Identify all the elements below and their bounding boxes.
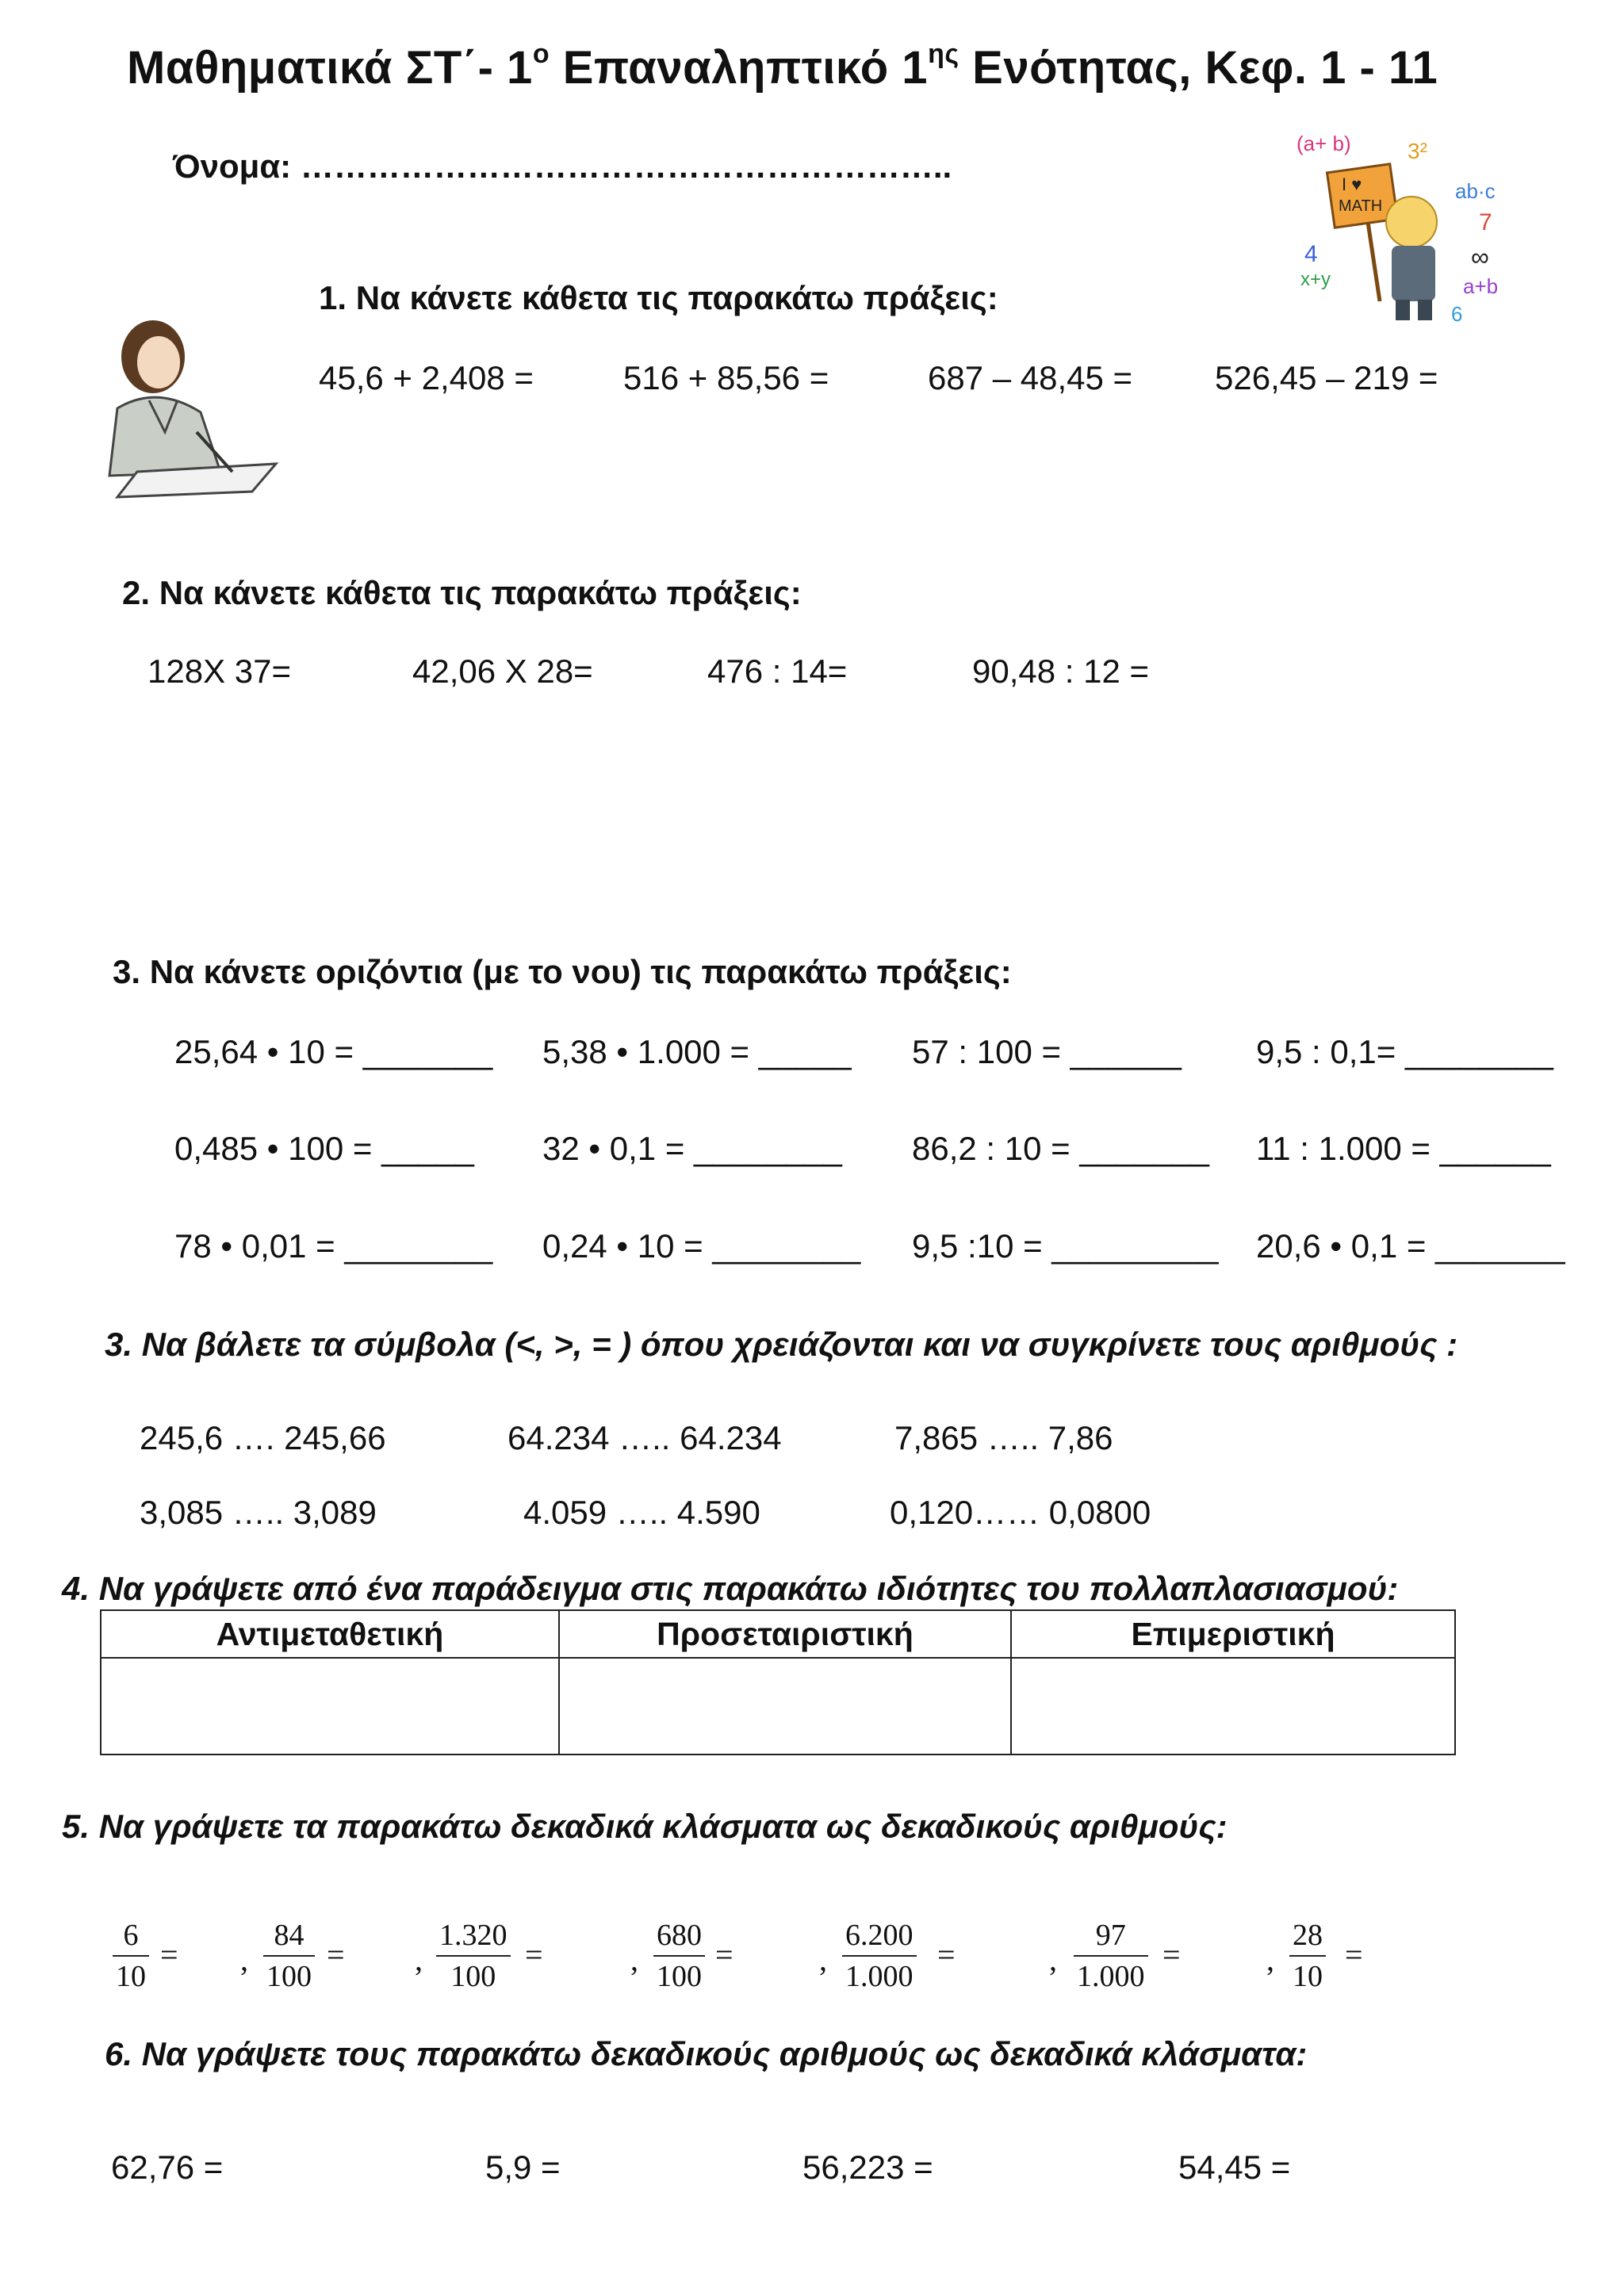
operation: 128Χ 37=: [147, 652, 292, 690]
fraction: 1.320 100: [436, 1920, 511, 1992]
table-header-cell: Προσεταιριστική: [559, 1610, 1011, 1658]
decimal-item: 62,76 =: [111, 2149, 224, 2186]
comparison-item: 4.059 ….. 4.590: [523, 1494, 760, 1531]
equals-sign: =: [525, 1937, 543, 1973]
clipart-formula: ∞: [1471, 243, 1489, 271]
mental-operation: 57 : 100 = ______: [912, 1033, 1182, 1070]
page-title: Μαθηματικά ΣΤ΄- $1^o$ Επαναληπτικό $1^{\eta\varsigma}$ Ενότητας, Κεφ. 1 - 11: [127, 38, 1438, 94]
operation: 42,06 Χ 28=: [412, 652, 593, 690]
fraction: 6.200 1.000: [842, 1920, 917, 1992]
mental-operation: 9,5 : 0,1= ________: [1256, 1033, 1553, 1070]
fraction: 680 100: [653, 1920, 705, 1992]
mental-operation: 25,64 • 10 = _______: [174, 1033, 493, 1070]
comparison-item: 7,865 ….. 7,86: [894, 1419, 1113, 1456]
fraction: 84 100: [263, 1920, 315, 1992]
equals-sign: =: [1162, 1937, 1181, 1973]
operation: 90,48 : 12 =: [972, 652, 1150, 690]
clipart-formula: 4: [1304, 241, 1318, 267]
comparison-item: 64.234 ….. 64.234: [508, 1419, 782, 1456]
answer-cell[interactable]: [101, 1658, 559, 1755]
operation: 45,6 + 2,408 =: [319, 359, 534, 396]
table-header-cell: Επιμεριστική: [1011, 1610, 1455, 1658]
mental-operation: 86,2 : 10 = _______: [912, 1130, 1209, 1167]
comma: ,: [415, 1942, 423, 1977]
comparison-item: 245,6 …. 245,66: [140, 1419, 386, 1456]
mental-operation: 32 • 0,1 = ________: [542, 1130, 842, 1167]
answer-cell[interactable]: [559, 1658, 1011, 1755]
equals-sign: =: [1345, 1937, 1363, 1973]
section-3b-heading: 3. Να βάλετε τα σύμβολα (<, >, = ) όπου χρειάζονται και να συγκρίνετε τους αριθμούς :: [105, 1326, 1458, 1363]
clipart-kid-head: [1386, 197, 1437, 247]
clipart-sign-text: MATH: [1339, 197, 1383, 215]
properties-table: [100, 1609, 1456, 1755]
clipart-formula: x+y: [1300, 269, 1331, 290]
teacher-clipart: [94, 313, 288, 499]
operation: 526,45 – 219 =: [1215, 359, 1438, 396]
operation: 476 : 14=: [707, 652, 848, 690]
mental-operation: 78 • 0,01 = ________: [174, 1227, 493, 1265]
comma: ,: [1266, 1942, 1274, 1977]
operation: 516 + 85,56 =: [623, 359, 829, 396]
clipart-formula: a+b: [1463, 274, 1499, 298]
clipart-formula: 3²: [1408, 139, 1427, 163]
clipart-kid-body: [1392, 246, 1435, 301]
mental-operation: 11 : 1.000 = ______: [1256, 1130, 1551, 1167]
clipart-formula: ab·c: [1455, 179, 1496, 203]
clipart-teacher-face: [136, 335, 181, 389]
comma: ,: [630, 1942, 638, 1977]
fraction: 97 1.000: [1074, 1920, 1148, 1992]
comparison-item: 0,120…… 0,0800: [890, 1494, 1151, 1531]
decimal-item: 5,9 =: [485, 2149, 561, 2186]
clipart-formula: 6: [1451, 302, 1463, 326]
comparison-item: 3,085 ….. 3,089: [140, 1494, 377, 1531]
table-header-cell: Αντιμεταθετική: [101, 1610, 559, 1658]
math-kid-clipart: [1293, 127, 1522, 329]
fraction: 6 10: [113, 1920, 149, 1992]
decimal-item: 54,45 =: [1178, 2149, 1291, 2186]
clipart-formula: (a+ b): [1297, 132, 1351, 155]
section-4-heading: 4. Να γράψετε από ένα παράδειγμα στις παρακάτω ιδιότητες του πολλαπλασιασμού:: [62, 1570, 1399, 1607]
table-row: [101, 1658, 1455, 1755]
operation: 687 – 48,45 =: [928, 359, 1133, 396]
section-2-heading: 2. Να κάνετε κάθετα τις παρακάτω πράξεις:: [122, 574, 802, 611]
equals-sign: =: [160, 1937, 178, 1973]
clipart-teacher-jacket: [109, 397, 220, 476]
comma: ,: [240, 1942, 248, 1977]
section-1-heading: 1. Να κάνετε κάθετα τις παρακάτω πράξεις:: [319, 279, 998, 316]
equals-sign: =: [937, 1937, 956, 1973]
comma: ,: [1049, 1942, 1057, 1977]
comma: ,: [819, 1942, 827, 1977]
clipart-sign-text: I ♥: [1342, 174, 1362, 194]
name-field-label: Όνομα: …………………………………………………..: [173, 147, 952, 185]
answer-cell[interactable]: [1011, 1658, 1455, 1755]
table-header-row: [101, 1610, 1455, 1658]
mental-operation: 5,38 • 1.000 = _____: [542, 1033, 852, 1070]
mental-operation: 20,6 • 0,1 = _______: [1256, 1227, 1565, 1265]
clipart-formula: 7: [1479, 209, 1492, 235]
mental-operation: 0,24 • 10 = ________: [542, 1227, 861, 1265]
equals-sign: =: [327, 1937, 345, 1973]
section-6-heading: 6. Να γράψετε τους παρακάτω δεκαδικούς αριθμούς ως δεκαδικά κλάσματα:: [105, 2035, 1308, 2072]
section-3-heading: 3. Να κάνετε οριζόντια (με το νου) τις παρακάτω πράξεις:: [113, 953, 1012, 990]
fraction: 28 10: [1289, 1920, 1326, 1992]
equals-sign: =: [715, 1937, 733, 1973]
section-5-heading: 5. Να γράψετε τα παρακάτω δεκαδικά κλάσματα ως δεκαδικούς αριθμούς:: [62, 1808, 1228, 1845]
mental-operation: 9,5 :10 = _________: [912, 1227, 1219, 1265]
decimal-item: 56,223 =: [802, 2149, 933, 2186]
mental-operation: 0,485 • 100 = _____: [174, 1130, 474, 1167]
